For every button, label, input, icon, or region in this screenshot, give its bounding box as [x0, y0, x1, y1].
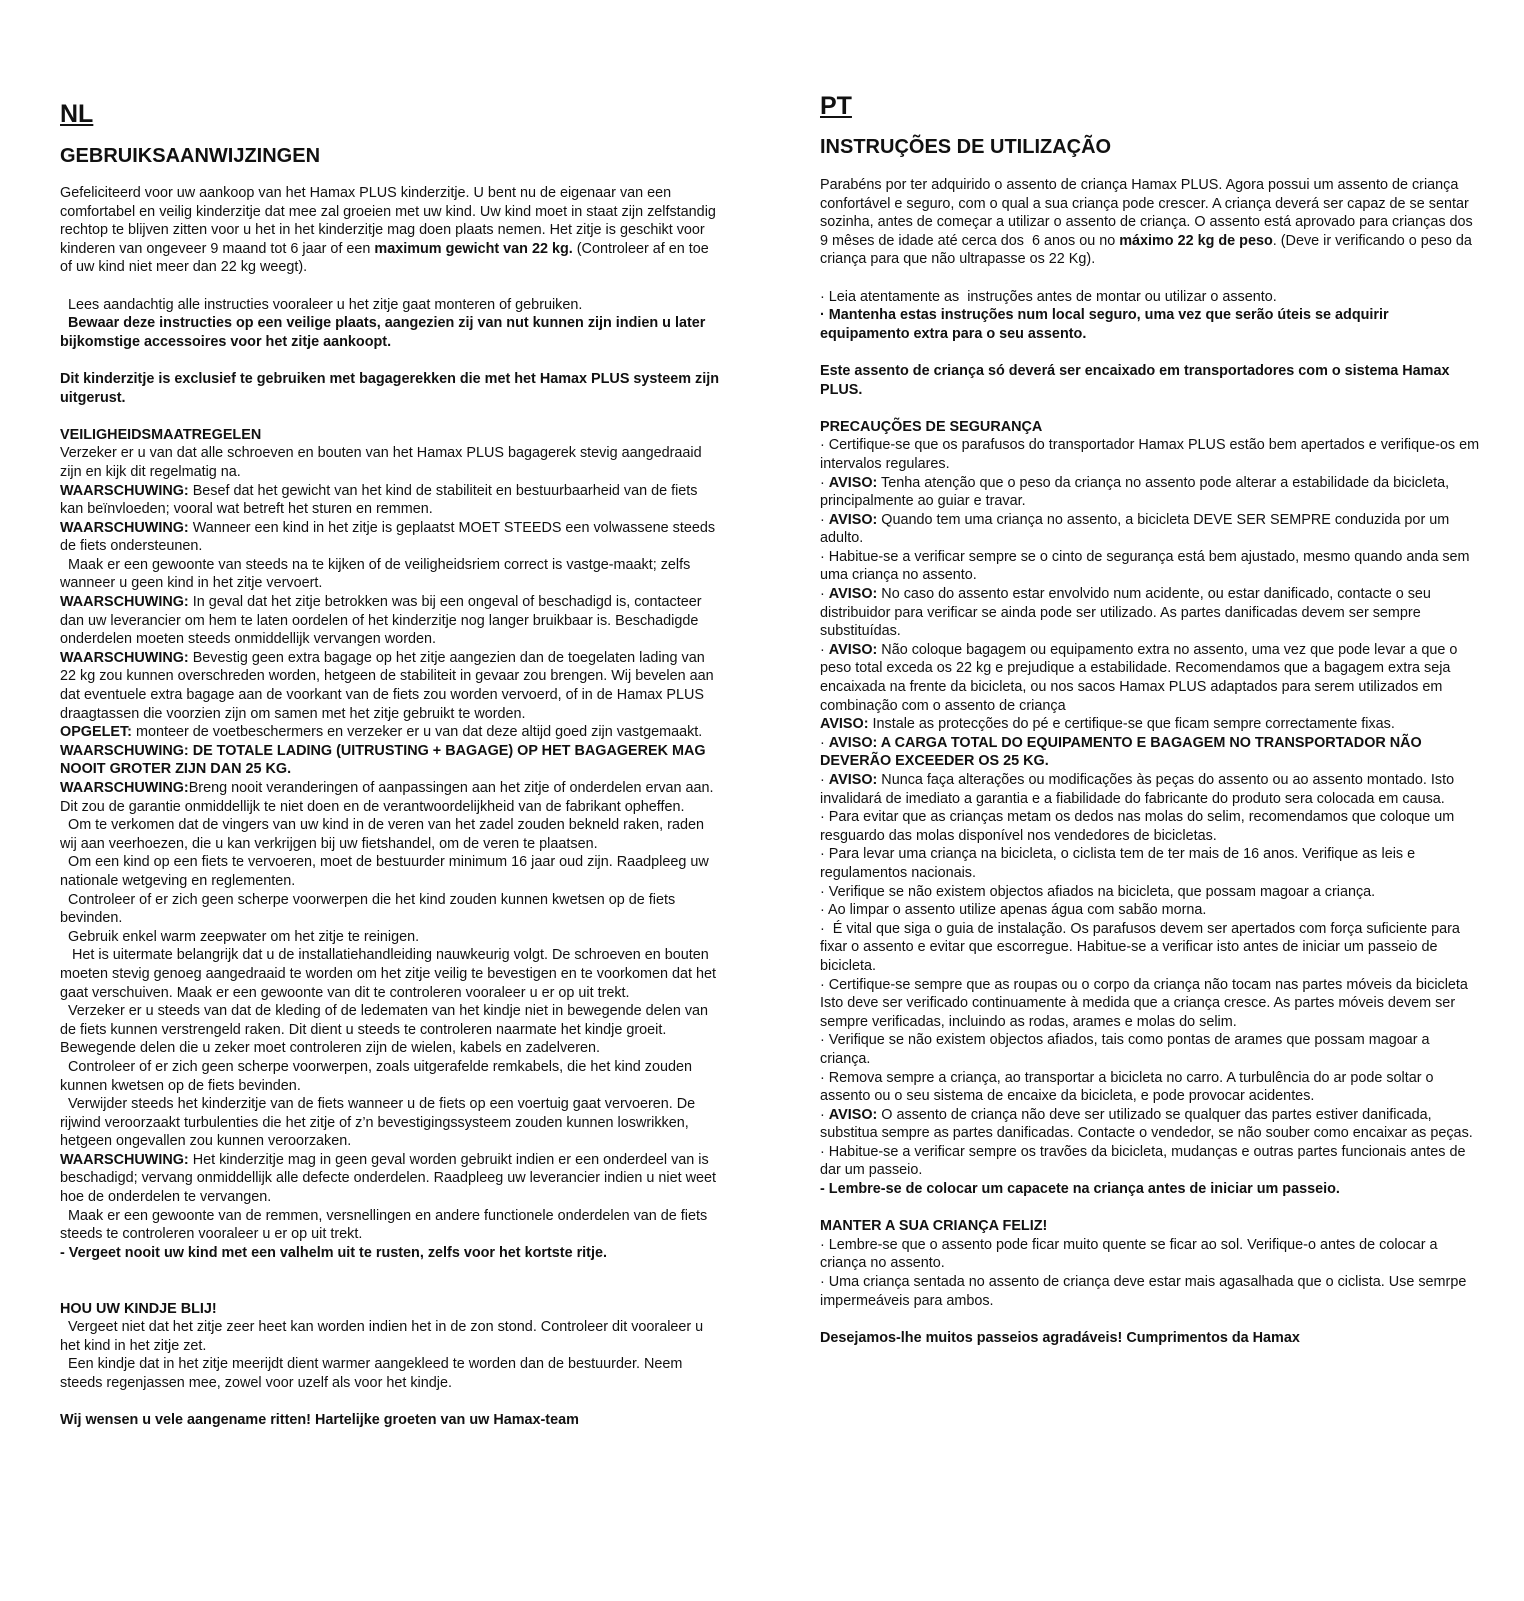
text: Om een kind op een fiets te vervoeren, moet de bestuurder minimum 16 jaar oud zijn. Raadpleeg uw nationale wetgeving en reglementen. [60, 854, 713, 889]
paragraph [60, 519, 720, 556]
blank-line [820, 269, 1480, 288]
text: Verzeker er u van dat alle schroeven en bouten van het Hamax PLUS bagagerek stevig aangedraaid zijn en kijk dit regelmatig na. [60, 445, 706, 480]
instructions-body [820, 176, 1484, 1347]
text: · É vital que siga o guia de instalação. Os parafusos devem ser apertados com força suficiente para fixar o assento e evitar que escorregue. Habitue-se a verificar isto antes de iniciar um passeio de bicicleta. [820, 920, 1464, 974]
paragraph [60, 1095, 720, 1151]
text: Het kinderzitje mag in geen geval worden gebruikt indien er een onderdeel van is beschadigd; vervang onmiddellijk alle defecte onderdelen. Raadpleeg uw leverancier indien u niet weet hoe de onderdelen te vervangen. [60, 1151, 720, 1206]
paragraph [60, 444, 720, 481]
bold-text: WAARSCHUWING: [60, 649, 189, 666]
text: · [820, 772, 829, 788]
blank-line [820, 343, 1480, 362]
bold-text: MANTER A SUA CRIANÇA FELIZ! [820, 1218, 1048, 1235]
paragraph [60, 1207, 720, 1244]
paragraph [60, 1355, 720, 1392]
text: · Para levar uma criança na bicicleta, o ciclista tem de ter mais de 16 anos. Verifique as leis e regulamentos nacionais. [820, 846, 1420, 881]
paragraph [820, 418, 1480, 437]
text: Verwijder steeds het kinderzitje van de fiets wanneer u de fiets op een voertuig gaat vervoeren. De rijwind veroorzaakt turbulenties die het zitje of z’n bevestigingssysteem zouden kunnen loswrikken, hetgeen ongevallen zou kunnen veroorzaken. [60, 1096, 700, 1150]
instructions-body [60, 184, 724, 1430]
text: · [820, 586, 829, 603]
text: Bevestig geen extra bagage op het zitje aangezien dan de toegelaten lading van 22 kg zou kunnen overschreden worden, hetgeen de stabiliteit in gevaar zou brengen. Wij bevelen aan dat eventuele extra bagage aan de voorkant van de fiets zou worden vervoerd, of in de Hamax PLUS draagtassen die voorzien zijn om samen met het zitje gebruikt te worden. [60, 649, 718, 722]
text: Het is uitermate belangrijk dat u de installatiehandleiding nauwkeurig volgt. De schroeven en bouten moeten stevig genoeg aangedraaid te worden om het zitje veilig te bevestigen en te voorkomen dat het gaat verschuiven. Maak er een gewoonte van dit te controleren vooraleer u er op uit trekt. [60, 947, 720, 1001]
blank-line [60, 1393, 720, 1412]
text: monteer de voetbeschermers en verzeker er u van dat deze altijd goed zijn vastgemaakt. [131, 724, 703, 741]
text: Quando tem uma criança no assento, a bicicleta DEVE SER SEMPRE conduzida por um adulto. [820, 511, 1454, 547]
text: Dit zou de garantie onmiddellijk te niet doen en de verantwoordelijkheid van de fabrikant opheffen. [60, 798, 685, 815]
bold-text: máximo 22 kg de peso [1119, 232, 1273, 249]
paragraph [820, 883, 1480, 902]
text: Breng nooit veranderingen of aanpassingen aan het zitje of onderdelen ervan aan. [188, 780, 714, 796]
section-title: GEBRUIKSAANWIJZINGEN [60, 145, 321, 167]
paragraph [820, 976, 1480, 1032]
paragraph [60, 1151, 720, 1207]
paragraph [60, 779, 720, 798]
blank-line [60, 277, 720, 296]
bold-text: WAARSCHUWING: [60, 482, 189, 499]
paragraph [60, 928, 720, 947]
paragraph [820, 585, 1480, 641]
paragraph [60, 1411, 720, 1430]
paragraph [60, 184, 720, 277]
paragraph [820, 1106, 1480, 1143]
paragraph [820, 715, 1480, 734]
text: Instale as protecções do pé e certifique-se que ficam sempre correctamente fixas. [868, 716, 1395, 733]
paragraph [820, 288, 1480, 307]
bold-text: AVISO: [828, 772, 878, 788]
paragraph [820, 1069, 1480, 1106]
text: · Uma criança sentada no assento de criança deve estar mais agasalhada que o ciclista. Use semrpe impermeáveis para ambos. [820, 1274, 1471, 1309]
text: Controleer of er zich geen scherpe voorwerpen, zoals uitgerafelde remkabels, die het kind zouden kunnen kwetsen op de fiets bevinden. [60, 1058, 696, 1094]
language-code: PT [820, 92, 852, 120]
text: Besef dat het gewicht van het kind de stabiliteit en bestuurbaarheid van de fiets kan beïnvloeden; vooral wat betreft het sturen en remmen. [60, 482, 702, 518]
bold-text: AVISO: [828, 511, 878, 528]
text: In geval dat het zitje betrokken was bij een ongeval of beschadigd is, contacteer dan uw leverancier om hem te laten oordelen of het kinderzitje nog langer bruikbaar is. Beschadigde onderdelen moeten steeds onmiddellijk vervangen worden. [60, 594, 706, 648]
blank-line [60, 351, 720, 370]
language-code: NL [60, 100, 94, 128]
paragraph [820, 511, 1480, 548]
bold-text: WAARSCHUWING: [60, 780, 189, 796]
text: No caso do assento estar envolvido num acidente, ou estar danificado, contacte o seu distribuidor para verificar se ainda pode ser utilizado. As partes danificadas devem ser sempre substituídas. [820, 586, 1435, 640]
text: Nunca faça alterações ou modificações às peças do assento ou ao assento montado. Isto invalidará de imediato a garantia e a fiabilidade do fabricante do produto sera colocada em causa. [820, 772, 1459, 807]
paragraph [60, 946, 720, 1002]
paragraph [820, 901, 1480, 920]
paragraph [60, 314, 720, 351]
text: · [820, 511, 829, 528]
text: · [820, 641, 829, 658]
text: · Verifique se não existem objectos afiados, tais como pontas de arames que possam magoar a criança. [820, 1032, 1434, 1067]
paragraph [60, 1058, 720, 1095]
bold-text: AVISO: A CARGA TOTAL DO EQUIPAMENTO E BAGAGEM NO TRANSPORTADOR NÃO DEVERÃO EXCEEDER OS 25 KG. [820, 734, 1426, 770]
text: . (Deve ir verificando o peso da criança para que não ultrapasse os 22 Kg). [820, 232, 1476, 268]
text: · Para evitar que as crianças metam os dedos nas molas do selim, recomendamos que coloque um resguardo das molas disponível nos vendedores de bicicletas. [820, 809, 1459, 844]
bold-text: WAARSCHUWING: [60, 594, 189, 611]
bold-text: AVISO: [828, 641, 878, 658]
bold-text: Dit kinderzitje is exclusief te gebruiken met bagagerekken die met het Hamax PLUS systeem zijn uitgerust. [60, 370, 724, 406]
text: · Lembre-se que o assento pode ficar muito quente se ficar ao sol. Verifique-o antes de colocar a criança no assento. [820, 1236, 1442, 1272]
bold-text: OPGELET: [60, 724, 132, 741]
bold-text: · Mantenha estas instruções num local seguro, uma vez que serão úteis se adquirir equipamento extra para o seu assento. [820, 307, 1393, 342]
bold-text: - Lembre-se de colocar um capacete na criança antes de iniciar um passeio. [820, 1181, 1340, 1198]
text: Lees aandachtig alle instructies vooraleer u het zitje gaat monteren of gebruiken. [60, 296, 583, 313]
text: Tenha atenção que o peso da criança no assento pode alterar a estabilidade da bicicleta, principalmente ao guiar e travar. [820, 474, 1454, 510]
blank-line [820, 1310, 1480, 1329]
paragraph [60, 891, 720, 928]
text: Gefeliciteerd voor uw aankoop van het Hamax PLUS kinderzitje. U bent nu de eigenaar van een comfortabel en veilig kinderzitje dat mee zal groeien met uw kind. Uw kind moet in staat zijn zelfstandig rechtop te blijven zitten voor u het in het kinderzitje mag doen plaats nemen. Het zitje is geschikt voor kinderen van ongeveer 9 maand tot 6 jaar of een [60, 185, 720, 257]
paragraph [820, 436, 1484, 473]
bold-text: VEILIGHEIDSMAATREGELEN [60, 426, 262, 443]
paragraph [60, 798, 720, 817]
text: · Certifique-se sempre que as roupas ou o corpo da criança não tocam nas partes móveis da bicicleta Isto deve ser verificado continuamente à medida que a criança cresce. As partes móveis devem ser sempre verificadas, incluindo as rodas, arames e molas do selim. [820, 976, 1472, 1030]
bold-text: - Vergeet nooit uw kind met een valhelm uit te rusten, zelfs voor het kortste ritje. [60, 1244, 607, 1261]
bold-text: WAARSCHUWING: [60, 1151, 189, 1168]
text: Een kindje dat in het zitje meerijdt dient warmer aangekleed te worden dan de bestuurder. Neem steeds regenjassen mee, zowel voor uzelf als voor het kindje. [60, 1356, 687, 1391]
paragraph [820, 1329, 1480, 1348]
text: Maak er een gewoonte van steeds na te kijken of de veiligheidsriem correct is vastge-maakt; zelfs wanneer u geen kind in het zitje vervoert. [60, 556, 695, 592]
paragraph [820, 845, 1480, 882]
bold-text: Desejamos-lhe muitos passeios agradáveis! Cumprimentos da Hamax [820, 1329, 1300, 1346]
text: Om te verkomen dat de vingers van uw kind in de veren van het zadel zouden bekneld raken, raden wij aan veerhoezen, die u kan verkrijgen bij uw fietshandel, om de veren te plaatsen. [60, 817, 708, 852]
bold-text: AVISO: [828, 474, 878, 491]
paragraph [820, 474, 1480, 511]
paragraph [60, 556, 720, 593]
bold-text: HOU UW KINDJE BLIJ! [60, 1300, 217, 1317]
bold-text: AVISO: [828, 586, 878, 603]
paragraph [60, 482, 720, 519]
paragraph [60, 1318, 720, 1355]
text: · Certifique-se que os parafusos do transportador Hamax PLUS estão bem apertados e verifique-os em intervalos regulares. [820, 437, 1484, 472]
paragraph [60, 853, 720, 890]
text: O assento de criança não deve ser utilizado se qualquer das partes estiver danificada, substitua sempre as partes danificadas. Contacte o vendedor, se não souber como encaixar as peças. [820, 1106, 1473, 1142]
paragraph [820, 920, 1480, 976]
text: (Controleer af en toe of uw kind niet meer dan 22 kg weegt). [60, 240, 713, 276]
paragraph [820, 548, 1480, 585]
text: · Habitue-se a verificar sempre os travões da bicicleta, mudanças e outras partes funcionais antes de dar um passeio. [820, 1143, 1470, 1179]
bold-text: PRECAUÇÕES DE SEGURANÇA [820, 418, 1043, 435]
paragraph [60, 1300, 720, 1319]
blank-line [60, 1262, 720, 1281]
paragraph [60, 649, 720, 723]
text: Verzeker er u steeds van dat de kleding of de ledematen van het kindje niet in bewegende delen van de fiets kunnen verstrengeld raken. Dit dient u steeds te controleren naarmate het kindje groeit. Bewegende delen die u zeker moet controleren zijn de wielen, kabels en zadelveren. [60, 1003, 713, 1057]
paragraph [60, 1244, 720, 1263]
paragraph [820, 362, 1480, 399]
paragraph [820, 1031, 1480, 1068]
bold-text: AVISO: [828, 1106, 878, 1123]
paragraph [60, 1002, 720, 1058]
text: · Ao limpar o assento utilize apenas água com sabão morna. [820, 902, 1207, 919]
text: · Remova sempre a criança, ao transportar a bicicleta no carro. A turbulência do ar pode soltar o assento ou o seu sistema de encaixe da bicicleta, e pode provocar acidentes. [820, 1069, 1438, 1105]
bold-text: maximum gewicht van 22 kg. [374, 240, 573, 257]
text: · Leia atentamente as instruções antes de montar ou utilizar o assento. [820, 288, 1277, 305]
blank-line [60, 407, 720, 426]
paragraph [820, 1236, 1480, 1273]
blank-line [60, 1281, 720, 1300]
text: Parabéns por ter adquirido o assento de criança Hamax PLUS. Agora possui um assento de criança confortável e seguro, com o qual a sua criança pode crescer. A criança deverá ser capaz de se sentar sozinha, antes de começar a utilizar o assento de criança. O assento está aprovado para crianças dos 9 mêses de idade até cerca dos 6 anos ou no [820, 177, 1477, 249]
paragraph [820, 734, 1480, 771]
bold-text: Bewaar deze instructies op een veilige plaats, aangezien zij van nut kunnen zijn indien u later bijkomstige accessoires voor het zitje aankoopt. [60, 315, 710, 350]
paragraph [60, 723, 720, 742]
paragraph [60, 816, 720, 853]
bold-text: Este assento de criança só deverá ser encaixado em transportadores com o sistema Hamax PLUS. [820, 362, 1454, 398]
text: · Verifique se não existem objectos afiados na bicicleta, que possam magoar a criança. [820, 883, 1376, 900]
bold-text: WAARSCHUWING: [60, 519, 189, 536]
paragraph [820, 808, 1480, 845]
paragraph [60, 370, 724, 407]
text: · [820, 734, 829, 751]
text: · [820, 474, 829, 491]
text: Gebruik enkel warm zeepwater om het zitje te reinigen. [60, 928, 420, 945]
paragraph [820, 641, 1480, 715]
paragraph [60, 742, 720, 779]
paragraph [60, 593, 720, 649]
bold-text: AVISO: [820, 716, 869, 733]
paragraph [60, 296, 720, 315]
blank-line [820, 399, 1480, 418]
paragraph [820, 1217, 1480, 1236]
blank-line [820, 1199, 1480, 1218]
text: Vergeet niet dat het zitje zeer heet kan worden indien het in de zon stond. Controleer dit vooraleer u het kind in het zitje zet. [60, 1319, 708, 1354]
text: Maak er een gewoonte van de remmen, versnellingen en andere functionele onderdelen van de fiets steeds te controleren vooraleer u er op uit trekt. [60, 1207, 712, 1243]
paragraph [820, 1273, 1480, 1310]
bold-text: Wij wensen u vele aangename ritten! Hartelijke groeten van uw Hamax-team [60, 1412, 579, 1429]
paragraph [820, 306, 1480, 343]
paragraph [820, 1143, 1480, 1180]
paragraph [820, 771, 1480, 808]
paragraph [820, 176, 1480, 269]
text: Não coloque bagagem ou equipamento extra no assento, uma vez que pode levar a que o peso total exceda os 22 kg e prejudique a estabilidade. Recomendamos que a bagagem extra seja encaixada na frente da bicicleta, ou nos sacos Hamax PLUS adaptados para serem utilizados em combinação com o assento de criança [820, 641, 1462, 714]
section-title: INSTRUÇÕES DE UTILIZAÇÃO [820, 136, 1112, 158]
paragraph [60, 426, 720, 445]
paragraph [820, 1180, 1480, 1199]
text: Wanneer een kind in het zitje is geplaatst MOET STEEDS een volwassene steeds de fiets ondersteunen. [60, 519, 720, 555]
text: · [820, 1106, 829, 1123]
bold-text: WAARSCHUWING: DE TOTALE LADING (UITRUSTING + BAGAGE) OP HET BAGAGEREK MAG NOOIT GROTER ZIJN DAN 25 KG. [60, 742, 710, 778]
text: · Habitue-se a verificar sempre se o cinto de segurança está bem ajustado, mesmo quando anda sem uma criança no assento. [820, 548, 1474, 584]
text: Controleer of er zich geen scherpe voorwerpen die het kind zouden kunnen kwetsen op de fiets bevinden. [60, 891, 680, 927]
